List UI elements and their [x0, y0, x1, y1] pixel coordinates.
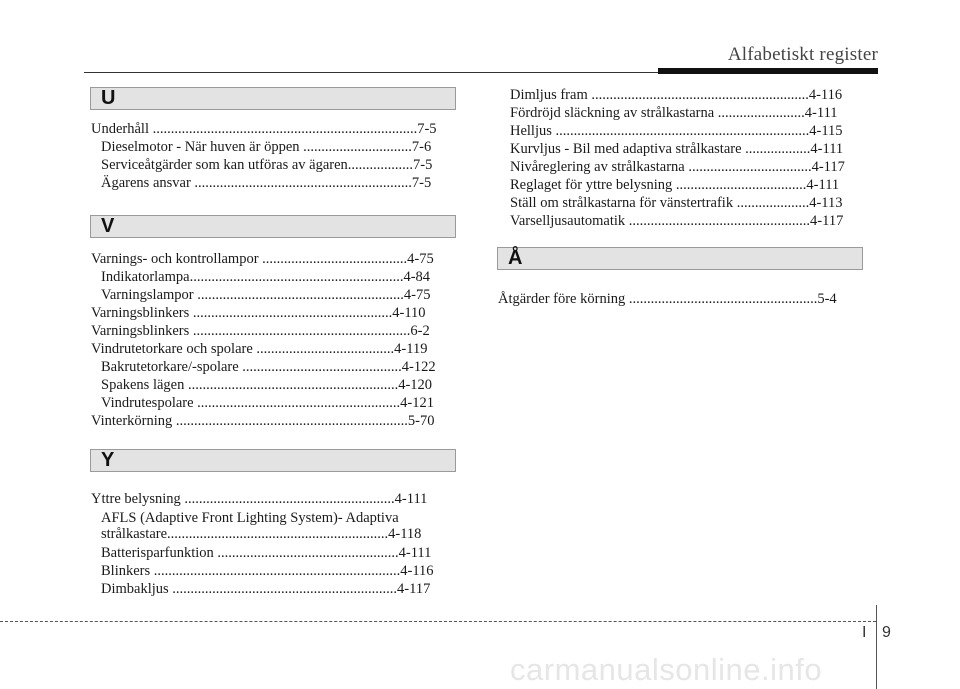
index-entry: Vinterkörning ................................................................5-70 — [91, 413, 435, 429]
index-entry: Fördröjd släckning av strålkastarna ........................4-111 — [510, 105, 838, 121]
section-letter-y: Y — [101, 449, 115, 471]
index-entry: Reglaget för yttre belysning ....................................4-111 — [510, 177, 840, 193]
index-entry: Yttre belysning ..........................................................4-111 — [91, 491, 428, 507]
index-entry: Batterisparfunktion ..................................................4-111 — [101, 545, 432, 561]
index-entry: Indikatorlampa...........................................................4-84 — [101, 269, 431, 285]
header-rule — [84, 72, 658, 73]
index-entry: Varningslampor .........................................................4-75 — [101, 287, 431, 303]
index-entry: AFLS (Adaptive Front Lighting System)- Adaptiva strålkastare.............................................................4-118 — [101, 510, 422, 542]
index-entry: Dimbakljus ..............................................................4-117 — [101, 581, 431, 597]
page-header-title: Alfabetiskt register — [727, 44, 878, 65]
section-label: I — [862, 624, 867, 641]
index-entry: Serviceåtgärder som kan utföras av ägaren..................7-5 — [101, 157, 433, 173]
index-entry: Varningsblinkers .......................................................4-110 — [91, 305, 426, 321]
index-entry: Varselljusautomatik ..................................................4-117 — [510, 213, 844, 229]
index-entry: Vindrutetorkare och spolare ......................................4-119 — [91, 341, 428, 357]
index-entry: Ägarens ansvar ............................................................7-5 — [101, 175, 432, 191]
section-bar-u — [90, 87, 456, 110]
index-entry: Kurvljus - Bil med adaptiva strålkastare ..................4-111 — [510, 141, 844, 157]
index-entry: Vindrutespolare ........................................................4-121 — [101, 395, 434, 411]
footer-divider — [876, 605, 877, 689]
index-entry: Varnings- och kontrollampor ........................................4-75 — [91, 251, 434, 267]
section-letter-u: U — [101, 87, 116, 109]
index-entry: Åtgärder före körning ....................................................5-4 — [498, 291, 837, 307]
section-bar-a-ring — [497, 247, 863, 270]
index-entry: Nivåreglering av strålkastarna ..................................4-117 — [510, 159, 845, 175]
index-entry: Helljus ......................................................................4-115 — [510, 123, 843, 139]
index-entry: Bakrutetorkare/-spolare ............................................4-122 — [101, 359, 436, 375]
page-label: 9 — [882, 624, 891, 641]
footer-rule — [0, 621, 876, 622]
watermark: carmanualsonline.info — [510, 652, 823, 687]
index-entry: Varningsblinkers ............................................................6-2 — [91, 323, 430, 339]
section-letter-v: V — [101, 215, 115, 237]
index-entry: Ställ om strålkastarna för vänstertrafik ....................4-113 — [510, 195, 843, 211]
index-entry: Blinkers ....................................................................4-116 — [101, 563, 434, 579]
section-bar-y — [90, 449, 456, 472]
index-entry: Spakens lägen ..........................................................4-120 — [101, 377, 433, 393]
index-entry: Dieselmotor - När huven är öppen ..............................7-6 — [101, 139, 432, 155]
index-entry: Underhåll .........................................................................7-5 — [91, 121, 437, 137]
header-rule-accent — [658, 68, 878, 74]
section-letter-a-ring: Å — [508, 247, 523, 269]
section-bar-v — [90, 215, 456, 238]
index-entry: Dimljus fram ............................................................4-116 — [510, 87, 843, 103]
